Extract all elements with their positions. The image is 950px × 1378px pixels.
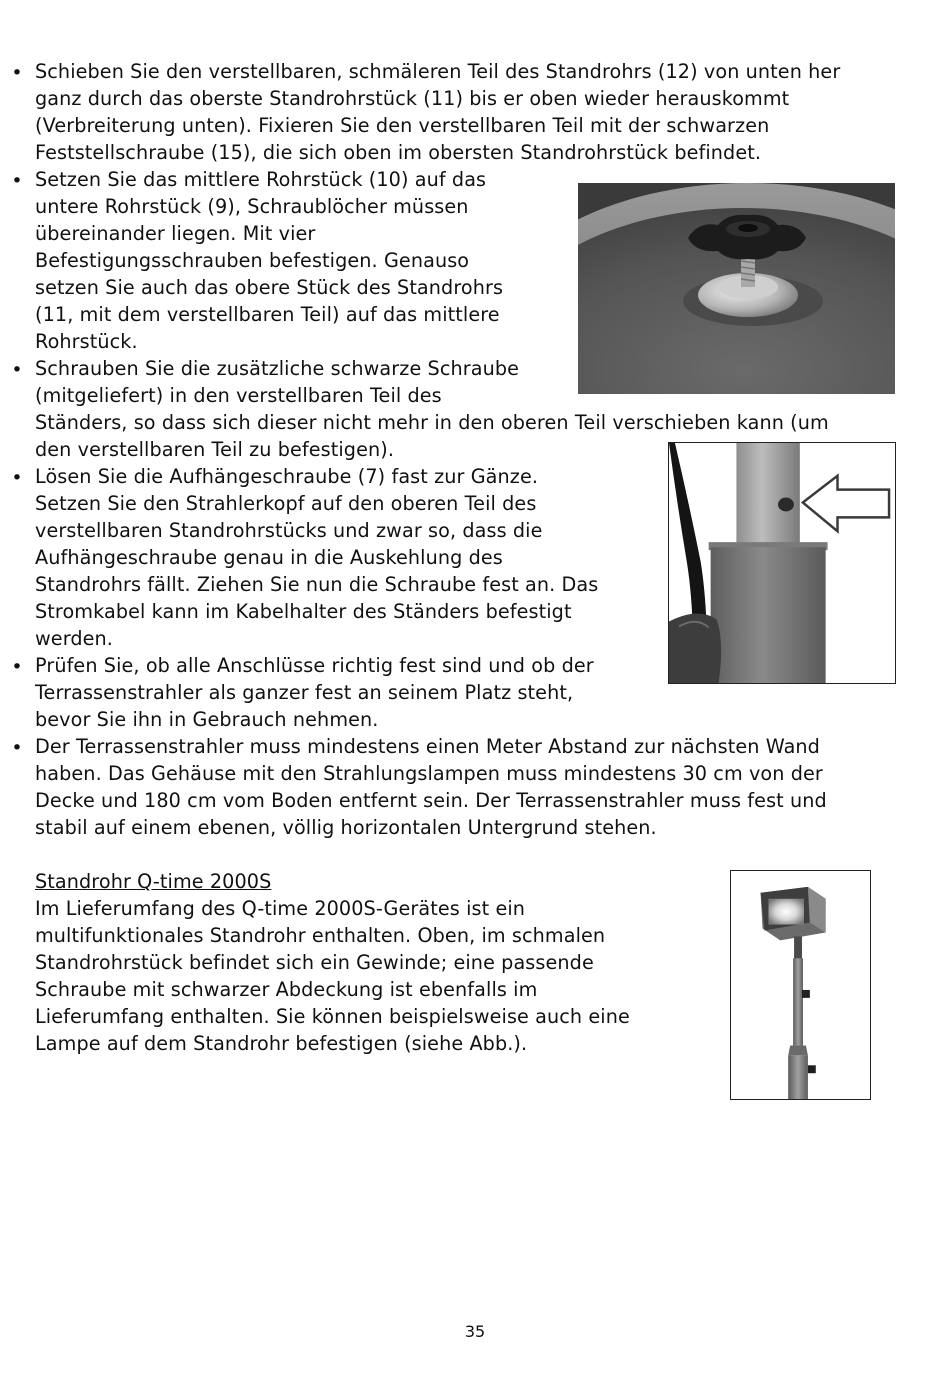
bullet-6-line-2: haben. Das Gehäuse mit den Strahlungslampen muss mindestens 30 cm von der [35, 762, 823, 785]
bullet-4-line-2: Setzen Sie den Strahlerkopf auf den oberen Teil des [35, 492, 537, 515]
bullet-2-line-2: untere Rohrstück (9), Schraublöcher müssen [35, 195, 469, 218]
bullet-4-line-1: Lösen Sie die Aufhängeschraube (7) fast zur Gänze. [35, 465, 539, 488]
floodlight-pole-photo [730, 870, 871, 1100]
bullet-2-line-1: Setzen Sie das mittlere Rohrstück (10) auf das [35, 168, 487, 191]
bullet-1-line-4: Feststellschraube (15), die sich oben im obersten Standrohrstück befindet. [35, 141, 762, 164]
bullet-1-line-3: (Verbreiterung unten). Fixieren Sie den verstellbaren Teil mit der schwarzen [35, 114, 770, 137]
bullet-3-line-3: Ständers, so dass sich dieser nicht mehr in den oberen Teil verschieben kann (um [35, 411, 829, 434]
section-line-2: multifunktionales Standrohr enthalten. Oben, im schmalen [35, 924, 606, 947]
bullet-4-line-6: Stromkabel kann im Kabelhalter des Ständers befestigt [35, 600, 572, 623]
bullet-5-line-2: Terrassenstrahler als ganzer fest an seinem Platz steht, [35, 681, 574, 704]
bullet-marker: • [11, 62, 23, 84]
bullet-marker: • [11, 737, 23, 759]
bullet-marker: • [11, 359, 23, 381]
bullet-5-line-3: bevor Sie ihn in Gebrauch nehmen. [35, 708, 379, 731]
knob-screw-photo [578, 183, 895, 394]
bullet-4-line-5: Standrohrs fällt. Ziehen Sie nun die Schraube fest an. Das [35, 573, 599, 596]
section-line-6: Lampe auf dem Standrohr befestigen (siehe Abb.). [35, 1032, 528, 1055]
bullet-2-line-3: übereinander liegen. Mit vier [35, 222, 316, 245]
bullet-1-line-2: ganz durch das oberste Standrohrstück (11) bis er oben wieder herauskommt [35, 87, 790, 110]
bullet-2-line-6: (11, mit dem verstellbaren Teil) auf das mittlere [35, 303, 500, 326]
bullet-3-line-2: (mitgeliefert) in den verstellbaren Teil des [35, 384, 442, 407]
bullet-6-line-4: stabil auf einem ebenen, völlig horizontalen Untergrund stehen. [35, 816, 657, 839]
section-line-4: Schraube mit schwarzer Abdeckung ist ebenfalls im [35, 978, 538, 1001]
bullet-3-line-1: Schrauben Sie die zusätzliche schwarze Schraube [35, 357, 520, 380]
bullet-6-line-3: Decke und 180 cm vom Boden entfernt sein. Der Terrassenstrahler muss fest und [35, 789, 827, 812]
bullet-5-line-1: Prüfen Sie, ob alle Anschlüsse richtig fest sind und ob der [35, 654, 594, 677]
bullet-6-line-1: Der Terrassenstrahler muss mindestens einen Meter Abstand zur nächsten Wand [35, 735, 820, 758]
bullet-2-line-4: Befestigungsschrauben befestigen. Genauso [35, 249, 470, 272]
bullet-3-line-4: den verstellbaren Teil zu befestigen). [35, 438, 395, 461]
bullet-2-line-5: setzen Sie auch das obere Stück des Standrohrs [35, 276, 504, 299]
section-line-3: Standrohrstück befindet sich ein Gewinde; eine passende [35, 951, 594, 974]
bullet-4-line-4: Aufhängeschraube genau in die Auskehlung des [35, 546, 503, 569]
bullet-1-line-1: Schieben Sie den verstellbaren, schmäleren Teil des Standrohrs (12) von unten her [35, 60, 841, 83]
bullet-marker: • [11, 467, 23, 489]
section-heading: Standrohr Q-time 2000S [35, 870, 272, 893]
bullet-4-line-3: verstellbaren Standrohrstücks und zwar so, dass die [35, 519, 543, 542]
tube-arrow-photo [668, 442, 896, 684]
section-line-1: Im Lieferumfang des Q-time 2000S-Gerätes ist ein [35, 897, 526, 920]
bullet-4-line-7: werden. [35, 627, 113, 650]
section-line-5: Lieferumfang enthalten. Sie können beispielsweise auch eine [35, 1005, 630, 1028]
bullet-2-line-7: Rohrstück. [35, 330, 138, 353]
bullet-marker: • [11, 170, 23, 192]
bullet-marker: • [11, 656, 23, 678]
page-number: 35 [464, 1322, 486, 1341]
